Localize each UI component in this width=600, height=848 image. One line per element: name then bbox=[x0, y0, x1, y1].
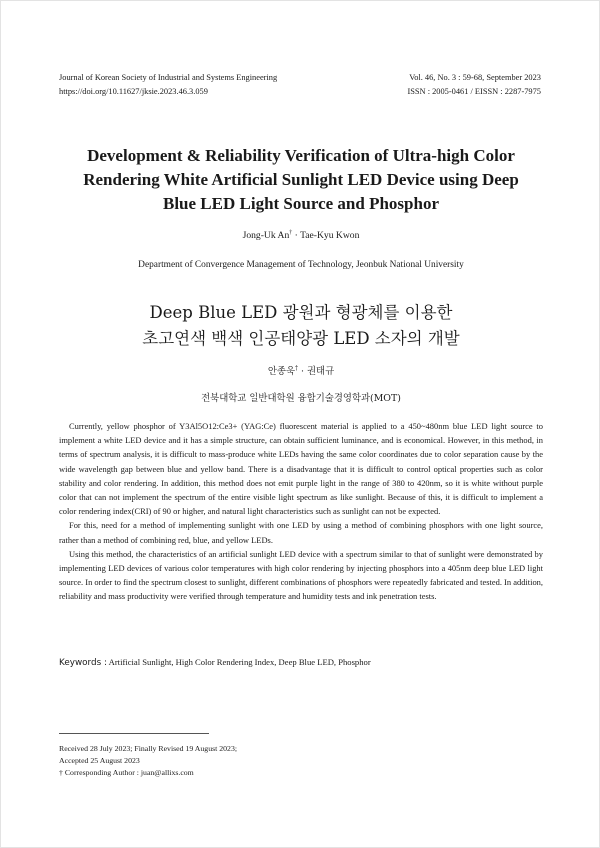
english-title-line-1: Development & Reliability Verification of Ultra-high Color bbox=[87, 146, 515, 165]
doi-link[interactable]: https://doi.org/10.11627/jksie.2023.46.3.059 bbox=[59, 87, 208, 96]
korean-title bbox=[1, 300, 600, 352]
korean-author-separator: · bbox=[301, 366, 304, 377]
accepted-date: Accepted 25 August 2023 bbox=[59, 755, 140, 765]
keywords bbox=[59, 657, 543, 668]
author-1-name: Jong-Uk An bbox=[242, 230, 290, 241]
footnote-divider bbox=[59, 733, 209, 734]
corresponding-author-email[interactable]: Corresponding Author : juan@allixs.com bbox=[64, 767, 194, 777]
author-separator: · bbox=[294, 230, 298, 241]
english-title bbox=[41, 144, 561, 216]
received-date: Received 28 July 2023; Finally Revised 19 August 2023; bbox=[59, 744, 238, 753]
korean-author-1-name: 안종욱 bbox=[267, 366, 296, 377]
korean-title-line-2: 초고연색 백색 인공태양광 LED 소자의 개발 bbox=[142, 329, 460, 348]
korean-title-line-1: Deep Blue LED 광원과 형광체를 이용한 bbox=[149, 303, 453, 322]
english-title-line-3: Blue LED Light Source and Phosphor bbox=[162, 194, 439, 213]
footnotes bbox=[59, 743, 237, 778]
corresponding-dagger-icon: † bbox=[289, 229, 293, 236]
abstract-paragraph-3: Using this method, the characteristics of an artificial sunlight LED device with a spectrum similar to that of sunlight were demonstrated by implementing LED devices of various color temperatures with high color rendering by injecting phosphors into a 405nm deep blue LED light source. In order to find the spectrum closest to sunlight, different combinations of phosphors were repeatedly fabricated and tested. In addition, reliability and mass productivity were verified through temperature and humidity tests and ink penetration tests. bbox=[59, 548, 543, 602]
english-affiliation: Department of Convergence Management of Technology, Jeonbuk National University bbox=[138, 260, 464, 270]
header-left bbox=[59, 71, 277, 99]
english-authors bbox=[1, 230, 600, 241]
corresponding-author-note bbox=[59, 767, 237, 779]
journal-name: Journal of Korean Society of Industrial and Systems Engineering bbox=[59, 73, 278, 82]
korean-authors bbox=[1, 363, 600, 377]
abstract-paragraph-1: Currently, yellow phosphor of Y3Al5O12:Ce3+ (YAG:Ce) fluorescent material is applied to a 450~480nm blue LED light source to implement a white LED device and it has a simple structure, can obtain sufficient luminance, and is economical. However, in this method, in terms of spectrum analysis, it is difficult to mass-produce white LEDs having the same color coordinates due to color separation cause by the wide wavelength gap between blue and yellow band. There is a disadvantage that it is difficult to control optical properties such as color stability and color rendering. In addition, this method does not emit purple light in the range of 380 to 420nm, so it is white without purple color that can not implement the spectrum of the entire visible light spectrum as like sunlight. Because of this, it is difficult to implement a color rendering index(CRI) of 90 or higher, and natural light characteristics such as sunlight can not be expected. bbox=[59, 421, 543, 517]
author-2-name: Tae-Kyu Kwon bbox=[300, 230, 360, 241]
korean-affiliation: 전북대학교 일반대학원 융합기술경영학과(MOT) bbox=[201, 393, 401, 404]
issn-info: ISSN : 2005-0461 / EISSN : 2287-7975 bbox=[407, 87, 541, 96]
footnote-dagger-icon: † bbox=[59, 767, 63, 777]
keywords-label: Keywords : bbox=[59, 658, 107, 668]
english-title-line-2: Rendering White Artificial Sunlight LED Device using Deep bbox=[83, 170, 519, 189]
abstract bbox=[59, 419, 543, 604]
keywords-list: Artificial Sunlight, High Color Rendering Index, Deep Blue LED, Phosphor bbox=[108, 657, 371, 667]
volume-info: Vol. 46, No. 3 : 59-68, September 2023 bbox=[409, 73, 541, 82]
korean-author-2-name: 권태규 bbox=[306, 366, 335, 377]
header-right bbox=[407, 71, 541, 99]
korean-corresponding-dagger-icon: † bbox=[295, 364, 299, 372]
abstract-paragraph-2: For this, need for a method of implementing sunlight with one LED by using a method of combining phosphors with one light source, rather than a method of combining red, blue, and yellow LEDs. bbox=[59, 520, 543, 545]
